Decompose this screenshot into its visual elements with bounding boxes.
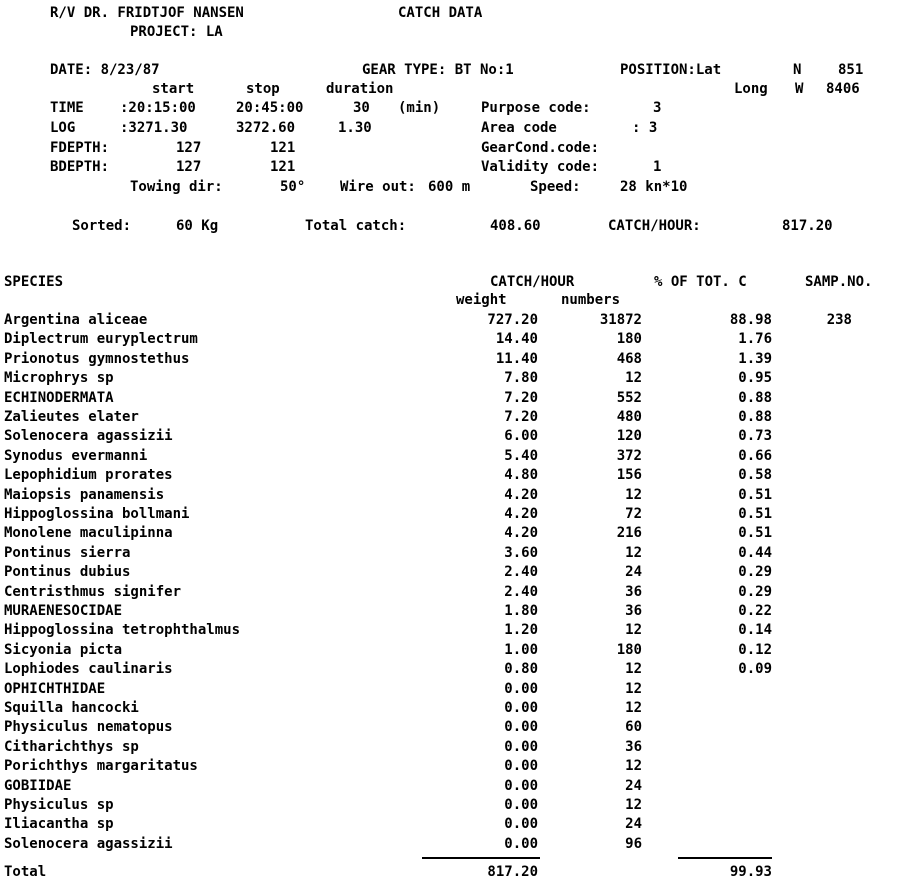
sample-number: 238 (826, 312, 852, 328)
table-row (0, 739, 900, 759)
percent-of-total: 1.76 (738, 331, 772, 347)
percent-of-total: 0.51 (738, 506, 772, 522)
catch-per-hour-value: 817.20 (782, 218, 833, 234)
species-name: Porichthys margaritatus (4, 758, 198, 774)
catch-numbers: 12 (625, 545, 642, 561)
table-row (0, 642, 900, 662)
table-row (0, 700, 900, 720)
catch-numbers: 552 (616, 390, 642, 406)
catch-weight: 14.40 (495, 331, 538, 347)
percent-of-total: 0.73 (738, 428, 772, 444)
weight-total-rule (422, 857, 540, 859)
catch-numbers: 24 (625, 778, 642, 794)
species-name: Hippoglossina bollmani (4, 506, 190, 522)
catch-weight: 3.60 (504, 545, 538, 561)
catch-numbers: 468 (616, 351, 642, 367)
table-row (0, 428, 900, 448)
catch-numbers: 12 (625, 758, 642, 774)
catch-numbers: 12 (625, 661, 642, 677)
catch-weight: 7.20 (504, 409, 538, 425)
catch-weight: 0.00 (504, 836, 538, 852)
time-start: :20:15:00 (120, 100, 196, 116)
catch-weight: 1.80 (504, 603, 538, 619)
table-row (0, 331, 900, 351)
col-stop-label: stop (246, 81, 280, 97)
sorted-label: Sorted: (72, 218, 132, 234)
numbers-subheader: numbers (561, 292, 621, 308)
table-row (0, 816, 900, 836)
table-row (0, 564, 900, 584)
percent-of-total: 0.22 (738, 603, 772, 619)
area-code-label: Area code (481, 120, 557, 136)
catch-numbers: 24 (625, 564, 642, 580)
catch-numbers: 36 (625, 739, 642, 755)
catch-weight: 0.00 (504, 700, 538, 716)
species-name: Physiculus sp (4, 797, 114, 813)
catch-numbers: 12 (625, 622, 642, 638)
catch-weight: 2.40 (504, 584, 538, 600)
percent-total-column-header: % OF TOT. C (654, 274, 747, 290)
table-row (0, 370, 900, 390)
table-row (0, 467, 900, 487)
percent-of-total: 1.39 (738, 351, 772, 367)
catch-numbers: 12 (625, 487, 642, 503)
catch-numbers: 12 (625, 370, 642, 386)
catch-weight: 1.20 (504, 622, 538, 638)
species-name: Argentina aliceae (4, 312, 148, 328)
species-name: OPHICHTHIDAE (4, 681, 106, 697)
project-label: PROJECT: LA (130, 24, 223, 40)
catch-numbers: 180 (616, 331, 642, 347)
species-name: Physiculus nematopus (4, 719, 173, 735)
species-name: Maiopsis panamensis (4, 487, 165, 503)
lat-hemisphere: N (793, 62, 802, 78)
weight-subheader: weight (456, 292, 507, 308)
total-weight: 817.20 (487, 864, 538, 880)
table-row (0, 487, 900, 507)
catch-weight: 6.00 (504, 428, 538, 444)
date-label: DATE: 8/23/87 (50, 62, 160, 78)
fdepth-label: FDEPTH: (50, 140, 110, 156)
total-row-label: Total (4, 864, 47, 880)
catch-weight: 0.00 (504, 739, 538, 755)
percent-of-total: 0.14 (738, 622, 772, 638)
table-row (0, 778, 900, 798)
percent-of-total: 0.29 (738, 584, 772, 600)
catch-weight: 0.80 (504, 661, 538, 677)
catch-weight: 0.00 (504, 778, 538, 794)
total-catch-label: Total catch: (305, 218, 407, 234)
species-name: Pontinus sierra (4, 545, 131, 561)
species-name: Microphrys sp (4, 370, 114, 386)
catch-weight: 4.80 (504, 467, 538, 483)
long-value: 8406 (826, 81, 860, 97)
catch-numbers: 216 (616, 525, 642, 541)
catch-per-hour-label: CATCH/HOUR: (608, 218, 701, 234)
catch-weight: 11.40 (495, 351, 538, 367)
catch-weight: 0.00 (504, 816, 538, 832)
lat-value: 851 (838, 62, 864, 78)
towing-dir-value: 50° (280, 179, 306, 195)
catch-numbers: 12 (625, 700, 642, 716)
species-column-header: SPECIES (4, 274, 64, 290)
table-row (0, 351, 900, 371)
catch-numbers: 36 (625, 603, 642, 619)
gear-condition-label: GearCond.code: (481, 140, 600, 156)
speed-label: Speed: (530, 179, 581, 195)
position-long-label: Long (734, 81, 768, 97)
table-row (0, 506, 900, 526)
species-name: Hippoglossina tetrophthalmus (4, 622, 241, 638)
catch-numbers: 24 (625, 816, 642, 832)
species-name: GOBIIDAE (4, 778, 72, 794)
species-name: MURAENESOCIDAE (4, 603, 123, 619)
catch-numbers: 156 (616, 467, 642, 483)
percent-of-total: 0.51 (738, 487, 772, 503)
catch-weight: 727.20 (487, 312, 538, 328)
catch-weight: 1.00 (504, 642, 538, 658)
col-start-label: start (152, 81, 195, 97)
catch-weight: 2.40 (504, 564, 538, 580)
species-name: Iliacantha sp (4, 816, 114, 832)
species-name: Lepophidium prorates (4, 467, 173, 483)
catch-weight: 7.80 (504, 370, 538, 386)
validity-code-label: Validity code: (481, 159, 600, 175)
catch-weight: 0.00 (504, 719, 538, 735)
total-percent: 99.93 (729, 864, 772, 880)
catch-numbers: 372 (616, 448, 642, 464)
percent-of-total: 88.98 (729, 312, 772, 328)
percent-of-total: 0.12 (738, 642, 772, 658)
catch-hour-column-header: CATCH/HOUR (490, 274, 575, 290)
catch-weight: 4.20 (504, 506, 538, 522)
catch-numbers: 480 (616, 409, 642, 425)
table-row (0, 758, 900, 778)
bdepth-label: BDEPTH: (50, 159, 110, 175)
table-row (0, 390, 900, 410)
bdepth-start: 127 (176, 159, 202, 175)
time-label: TIME (50, 100, 84, 116)
percent-of-total: 0.44 (738, 545, 772, 561)
table-row (0, 584, 900, 604)
speed-value: 28 kn*10 (620, 179, 688, 195)
species-name: Prionotus gymnostethus (4, 351, 190, 367)
catch-numbers: 180 (616, 642, 642, 658)
catch-numbers: 120 (616, 428, 642, 444)
catch-numbers: 12 (625, 797, 642, 813)
percent-of-total: 0.58 (738, 467, 772, 483)
table-row (0, 603, 900, 623)
species-name: Synodus evermanni (4, 448, 148, 464)
percent-of-total: 0.29 (738, 564, 772, 580)
table-row (0, 836, 900, 856)
area-code-value: : 3 (632, 120, 658, 136)
catch-weight: 4.20 (504, 487, 538, 503)
percent-of-total: 0.09 (738, 661, 772, 677)
table-row (0, 409, 900, 429)
time-unit: (min) (398, 100, 441, 116)
species-name: Solenocera agassizii (4, 428, 173, 444)
catch-numbers: 12 (625, 681, 642, 697)
table-row (0, 312, 900, 332)
catch-weight: 0.00 (504, 681, 538, 697)
position-lat-label: POSITION:Lat (620, 62, 722, 78)
species-name: Centristhmus signifer (4, 584, 182, 600)
log-start: :3271.30 (120, 120, 188, 136)
table-row (0, 525, 900, 545)
col-duration-label: duration (326, 81, 394, 97)
total-catch-value: 408.60 (490, 218, 541, 234)
species-name: Diplectrum euryplectrum (4, 331, 198, 347)
catch-weight: 0.00 (504, 797, 538, 813)
catch-numbers: 60 (625, 719, 642, 735)
species-name: ECHINODERMATA (4, 390, 114, 406)
table-row (0, 622, 900, 642)
document-title: CATCH DATA (398, 5, 483, 21)
percent-of-total: 0.88 (738, 390, 772, 406)
catch-numbers: 96 (625, 836, 642, 852)
fdepth-start: 127 (176, 140, 202, 156)
table-row (0, 719, 900, 739)
percent-total-rule (678, 857, 772, 859)
catch-numbers: 36 (625, 584, 642, 600)
purpose-code-value: 3 (653, 100, 662, 116)
wire-out-value: 600 m (428, 179, 471, 195)
time-stop: 20:45:00 (236, 100, 304, 116)
bdepth-stop: 121 (270, 159, 296, 175)
vessel-name: R/V DR. FRIDTJOF NANSEN (50, 5, 244, 21)
species-name: Solenocera agassizii (4, 836, 173, 852)
catch-weight: 7.20 (504, 390, 538, 406)
catch-numbers: 31872 (599, 312, 642, 328)
towing-dir-label: Towing dir: (130, 179, 223, 195)
log-label: LOG (50, 120, 76, 136)
purpose-code-label: Purpose code: (481, 100, 591, 116)
time-duration: 30 (353, 100, 370, 116)
catch-numbers: 72 (625, 506, 642, 522)
sorted-value: 60 Kg (176, 218, 219, 234)
catch-weight: 5.40 (504, 448, 538, 464)
table-row (0, 797, 900, 817)
percent-of-total: 0.95 (738, 370, 772, 386)
sample-number-column-header: SAMP.NO. (805, 274, 873, 290)
table-row (0, 545, 900, 565)
species-name: Sicyonia picta (4, 642, 123, 658)
table-row (0, 681, 900, 701)
percent-of-total: 0.51 (738, 525, 772, 541)
catch-weight: 0.00 (504, 758, 538, 774)
species-name: Lophiodes caulinaris (4, 661, 173, 677)
species-name: Citharichthys sp (4, 739, 139, 755)
fdepth-stop: 121 (270, 140, 296, 156)
wire-out-label: Wire out: (340, 179, 416, 195)
gear-type-label: GEAR TYPE: BT No:1 (362, 62, 514, 78)
long-hemisphere: W (795, 81, 804, 97)
species-name: Pontinus dubius (4, 564, 131, 580)
table-row (0, 661, 900, 681)
species-name: Squilla hancocki (4, 700, 139, 716)
percent-of-total: 0.88 (738, 409, 772, 425)
log-stop: 3272.60 (236, 120, 296, 136)
percent-of-total: 0.66 (738, 448, 772, 464)
species-name: Zalieutes elater (4, 409, 139, 425)
species-name: Monolene maculipinna (4, 525, 173, 541)
validity-code-value: 1 (653, 159, 662, 175)
log-duration: 1.30 (338, 120, 372, 136)
catch-weight: 4.20 (504, 525, 538, 541)
table-row (0, 448, 900, 468)
